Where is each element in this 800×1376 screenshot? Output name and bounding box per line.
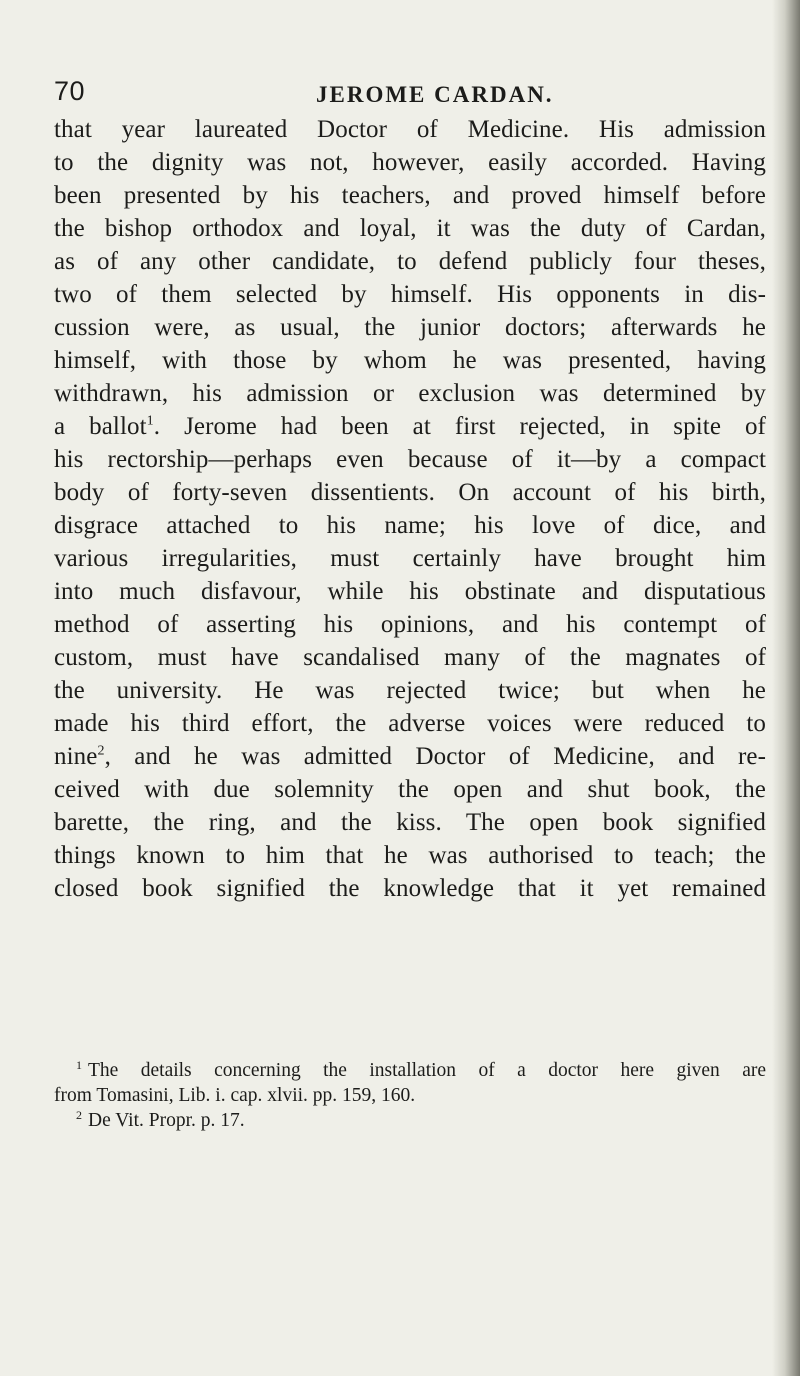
text-line: as of any other candidate, to defend publicly four theses, xyxy=(54,248,766,275)
line-rest: . Jerome had been at first rejected, in spite of xyxy=(153,413,766,440)
footnote xyxy=(54,1058,766,1083)
text-line: ceived with due solemnity the open and shut book, the xyxy=(54,776,766,803)
text-line: cussion were, as usual, the junior doctors; afterwards he xyxy=(54,314,766,341)
text-line: method of asserting his opinions, and his contempt of xyxy=(54,611,766,638)
line-start: nine xyxy=(54,743,98,770)
line-rest: , and he was admitted Doctor of Medicine, and re- xyxy=(104,743,766,770)
text-line: the bishop orthodox and loyal, it was the duty of Cardan, xyxy=(54,215,766,242)
running-title: JEROME CARDAN. xyxy=(316,82,554,107)
text-line: withdrawn, his admission or exclusion was determined by xyxy=(54,380,766,407)
line-start: a ballot xyxy=(54,413,147,440)
text-line: various irregularities, must certainly have brought him xyxy=(54,545,766,572)
footnote-text: from Tomasini, Lib. i. cap. xlvii. pp. 159, 160. xyxy=(54,1085,416,1106)
text-line: things known to him that he was authorised to teach; the xyxy=(54,842,766,869)
text-line: two of them selected by himself. His opponents in dis- xyxy=(54,281,766,308)
footnote-continuation xyxy=(54,1083,766,1108)
text-line: himself, with those by whom he was presented, having xyxy=(54,347,766,374)
text-line: barette, the ring, and the kiss. The open book signified xyxy=(54,809,766,836)
text-line: closed book signified the knowledge that it yet remained xyxy=(54,875,766,902)
footnote-text: The details concerning the installation of a doctor here given are xyxy=(88,1060,766,1081)
body-text xyxy=(54,113,766,905)
page-edge-shadow xyxy=(772,0,800,1376)
text-line: that year laureated Doctor of Medicine. His admission xyxy=(54,116,766,143)
text-line: made his third effort, the adverse voices were reduced to xyxy=(54,710,766,737)
footnotes xyxy=(54,1058,766,1133)
footnote-text: De Vit. Propr. p. 17. xyxy=(88,1110,245,1131)
text-line: custom, must have scandalised many of the magnates of xyxy=(54,644,766,671)
text-line: into much disfavour, while his obstinate and disputatious xyxy=(54,578,766,605)
text-line: his rectorship—perhaps even because of it—by a compact xyxy=(54,446,766,473)
text-line: disgrace attached to his name; his love of dice, and xyxy=(54,512,766,539)
page-number: 70 xyxy=(54,76,86,106)
footnote-ref[interactable]: 2 xyxy=(97,743,105,759)
text-line: body of forty-seven dissentients. On account of his birth, xyxy=(54,479,766,506)
footnote xyxy=(54,1108,766,1133)
text-line: to the dignity was not, however, easily accorded. Having xyxy=(54,149,766,176)
text-line: the university. He was rejected twice; but when he xyxy=(54,677,766,704)
text-line-with-footnote-ref xyxy=(54,410,766,443)
text-line: been presented by his teachers, and proved himself before xyxy=(54,182,766,209)
text-line-with-footnote-ref xyxy=(54,740,766,773)
footnote-ref[interactable]: 1 xyxy=(146,413,154,429)
running-head xyxy=(54,76,754,110)
footnote-mark: 1 xyxy=(76,1057,82,1072)
footnote-mark: 2 xyxy=(76,1107,82,1122)
